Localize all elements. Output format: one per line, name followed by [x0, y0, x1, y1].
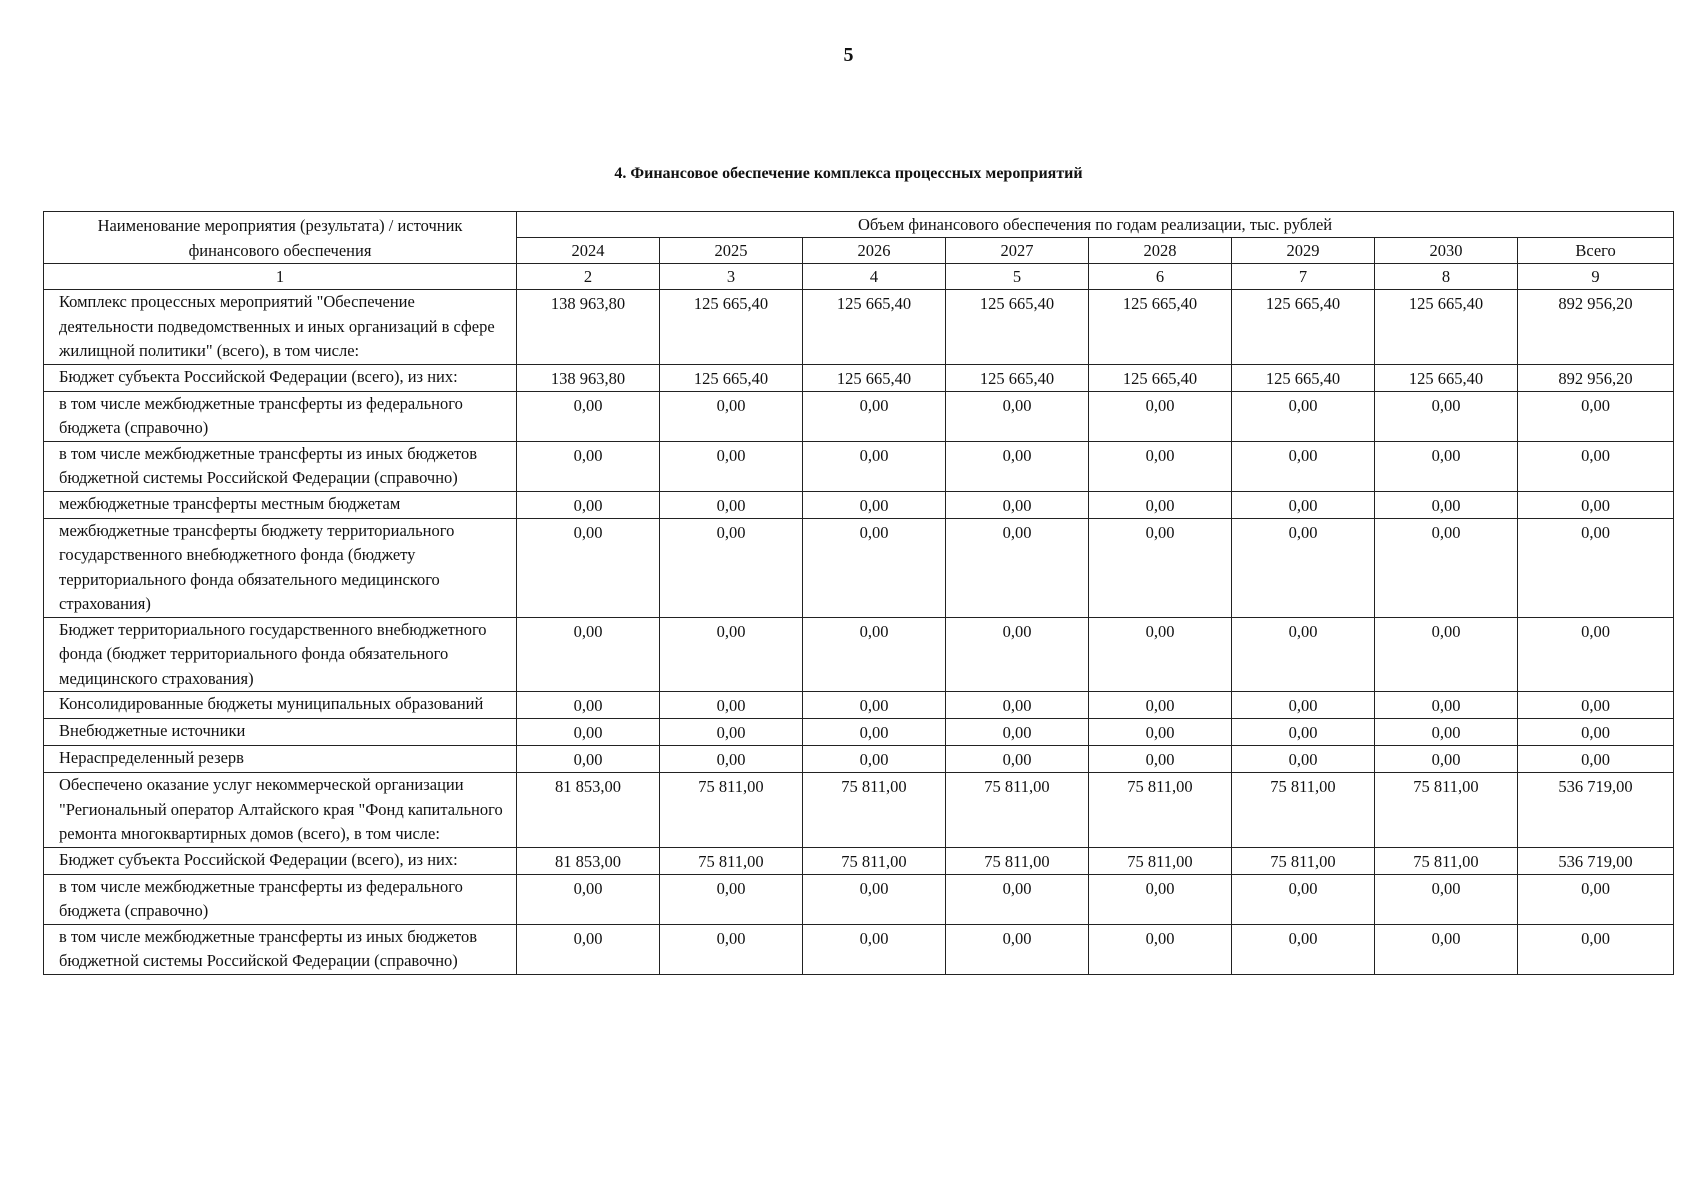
row-value-cell: 0,00: [803, 924, 946, 974]
row-value-cell: 0,00: [1232, 874, 1375, 924]
row-value-cell: 0,00: [946, 719, 1089, 746]
row-value-cell: 0,00: [1232, 746, 1375, 773]
column-number: 7: [1232, 264, 1375, 290]
row-value-cell: 75 811,00: [1089, 773, 1232, 848]
row-total-cell: 0,00: [1518, 874, 1674, 924]
row-value-cell: 0,00: [660, 874, 803, 924]
row-value-cell: 0,00: [1232, 491, 1375, 518]
row-value-cell: 0,00: [803, 441, 946, 491]
row-value-cell: 125 665,40: [803, 290, 946, 365]
row-total-cell: 0,00: [1518, 617, 1674, 692]
year-header: 2024: [517, 238, 660, 264]
row-value-cell: 0,00: [1232, 719, 1375, 746]
row-value-cell: 81 853,00: [517, 773, 660, 848]
row-value-cell: 0,00: [1089, 441, 1232, 491]
row-value-cell: 0,00: [1089, 719, 1232, 746]
row-value-cell: 125 665,40: [1232, 290, 1375, 365]
row-total-cell: 536 719,00: [1518, 847, 1674, 874]
table-row: [44, 692, 1674, 719]
row-total-cell: 0,00: [1518, 518, 1674, 617]
row-value-cell: 0,00: [946, 391, 1089, 441]
table-row: [44, 441, 1674, 491]
row-value-cell: 75 811,00: [1375, 847, 1518, 874]
row-value-cell: 125 665,40: [803, 364, 946, 391]
row-value-cell: 0,00: [1232, 518, 1375, 617]
row-value-cell: 0,00: [1232, 692, 1375, 719]
row-name-cell: в том числе межбюджетные трансферты из федерального бюджета (справочно): [44, 874, 517, 924]
total-header: Всего: [1518, 238, 1674, 264]
row-name-cell: Обеспечено оказание услуг некоммерческой организации "Региональный оператор Алтайского края "Фонд капитального ремонта многоквартирных домов (всего), в том числе:: [44, 773, 517, 848]
header-row-top: [44, 212, 1674, 238]
row-value-cell: 0,00: [1089, 518, 1232, 617]
row-value-cell: 75 811,00: [1232, 773, 1375, 848]
row-value-cell: 0,00: [517, 719, 660, 746]
row-value-cell: 0,00: [1232, 391, 1375, 441]
row-value-cell: 0,00: [660, 692, 803, 719]
column-number-row: [44, 264, 1674, 290]
row-value-cell: 0,00: [946, 924, 1089, 974]
year-header: 2026: [803, 238, 946, 264]
row-value-cell: 0,00: [946, 491, 1089, 518]
row-value-cell: 0,00: [1375, 491, 1518, 518]
row-value-cell: 0,00: [803, 391, 946, 441]
year-header: 2027: [946, 238, 1089, 264]
row-value-cell: 0,00: [1089, 391, 1232, 441]
row-value-cell: 0,00: [1232, 617, 1375, 692]
row-value-cell: 0,00: [1089, 924, 1232, 974]
row-value-cell: 75 811,00: [1375, 773, 1518, 848]
name-column-header: Наименование мероприятия (результата) / источник финансового обеспечения: [44, 212, 517, 264]
row-value-cell: 0,00: [803, 491, 946, 518]
row-value-cell: 0,00: [803, 874, 946, 924]
row-value-cell: 0,00: [517, 391, 660, 441]
table-row: [44, 617, 1674, 692]
table-row: [44, 391, 1674, 441]
row-name-cell: Комплекс процессных мероприятий "Обеспечение деятельности подведомственных и иных организаций в сфере жилищной политики" (всего), в том числе:: [44, 290, 517, 365]
row-value-cell: 0,00: [1232, 924, 1375, 974]
row-value-cell: 0,00: [1375, 746, 1518, 773]
table-row: [44, 874, 1674, 924]
row-value-cell: 125 665,40: [1089, 290, 1232, 365]
row-total-cell: 0,00: [1518, 719, 1674, 746]
table-body: [44, 290, 1674, 975]
row-value-cell: 0,00: [803, 617, 946, 692]
row-value-cell: 0,00: [1375, 617, 1518, 692]
section-title: 4. Финансовое обеспечение комплекса процессных мероприятий: [614, 165, 1083, 182]
row-value-cell: 0,00: [946, 518, 1089, 617]
row-value-cell: 0,00: [1089, 692, 1232, 719]
row-value-cell: 0,00: [660, 491, 803, 518]
row-value-cell: 0,00: [660, 518, 803, 617]
row-value-cell: 0,00: [1375, 874, 1518, 924]
row-value-cell: 0,00: [660, 441, 803, 491]
row-total-cell: 0,00: [1518, 692, 1674, 719]
row-value-cell: 0,00: [517, 441, 660, 491]
row-total-cell: 0,00: [1518, 924, 1674, 974]
table-row: [44, 290, 1674, 365]
row-name-cell: Нераспределенный резерв: [44, 746, 517, 773]
row-name-cell: в том числе межбюджетные трансферты из иных бюджетов бюджетной системы Российской Федерации (справочно): [44, 924, 517, 974]
page-number: 5: [843, 44, 854, 66]
row-value-cell: 125 665,40: [1375, 364, 1518, 391]
row-name-cell: межбюджетные трансферты бюджету территориального государственного внебюджетного фонда (бюджету территориального фонда обязательного медицинского страхования): [44, 518, 517, 617]
row-value-cell: 0,00: [517, 617, 660, 692]
row-value-cell: 81 853,00: [517, 847, 660, 874]
row-total-cell: 0,00: [1518, 746, 1674, 773]
year-header: 2028: [1089, 238, 1232, 264]
row-value-cell: 0,00: [1375, 924, 1518, 974]
row-value-cell: 0,00: [517, 746, 660, 773]
row-total-cell: 0,00: [1518, 441, 1674, 491]
row-name-cell: Внебюджетные источники: [44, 719, 517, 746]
column-number: 9: [1518, 264, 1674, 290]
table-row: [44, 746, 1674, 773]
year-header: 2030: [1375, 238, 1518, 264]
row-value-cell: 75 811,00: [1089, 847, 1232, 874]
row-name-cell: Бюджет субъекта Российской Федерации (всего), из них:: [44, 847, 517, 874]
row-value-cell: 0,00: [946, 874, 1089, 924]
row-total-cell: 0,00: [1518, 491, 1674, 518]
year-header: 2025: [660, 238, 803, 264]
year-header: 2029: [1232, 238, 1375, 264]
row-value-cell: 0,00: [946, 441, 1089, 491]
row-total-cell: 536 719,00: [1518, 773, 1674, 848]
row-value-cell: 75 811,00: [660, 847, 803, 874]
volume-column-header: Объем финансового обеспечения по годам реализации, тыс. рублей: [517, 212, 1674, 238]
row-value-cell: 0,00: [660, 617, 803, 692]
row-value-cell: 0,00: [517, 924, 660, 974]
column-number: 8: [1375, 264, 1518, 290]
row-value-cell: 0,00: [517, 874, 660, 924]
row-value-cell: 0,00: [1089, 491, 1232, 518]
column-number: 1: [44, 264, 517, 290]
row-value-cell: 0,00: [1375, 719, 1518, 746]
row-value-cell: 125 665,40: [1375, 290, 1518, 365]
table-row: [44, 773, 1674, 848]
row-value-cell: 75 811,00: [946, 847, 1089, 874]
row-value-cell: 125 665,40: [946, 364, 1089, 391]
row-value-cell: 0,00: [1089, 746, 1232, 773]
row-value-cell: 0,00: [660, 746, 803, 773]
row-value-cell: 0,00: [1232, 441, 1375, 491]
row-value-cell: 0,00: [1089, 617, 1232, 692]
row-value-cell: 0,00: [517, 491, 660, 518]
table-header: [44, 212, 1674, 290]
row-value-cell: 0,00: [803, 746, 946, 773]
row-total-cell: 0,00: [1518, 391, 1674, 441]
row-value-cell: 125 665,40: [1089, 364, 1232, 391]
column-number: 6: [1089, 264, 1232, 290]
row-value-cell: 75 811,00: [1232, 847, 1375, 874]
row-value-cell: 138 963,80: [517, 290, 660, 365]
row-total-cell: 892 956,20: [1518, 290, 1674, 365]
row-name-cell: межбюджетные трансферты местным бюджетам: [44, 491, 517, 518]
row-value-cell: 75 811,00: [946, 773, 1089, 848]
row-value-cell: 0,00: [803, 719, 946, 746]
table-row: [44, 518, 1674, 617]
row-value-cell: 125 665,40: [1232, 364, 1375, 391]
row-value-cell: 0,00: [946, 746, 1089, 773]
row-value-cell: 75 811,00: [803, 773, 946, 848]
row-value-cell: 0,00: [517, 692, 660, 719]
row-value-cell: 75 811,00: [803, 847, 946, 874]
column-number: 5: [946, 264, 1089, 290]
row-value-cell: 75 811,00: [660, 773, 803, 848]
row-value-cell: 125 665,40: [946, 290, 1089, 365]
row-total-cell: 892 956,20: [1518, 364, 1674, 391]
row-value-cell: 0,00: [1375, 518, 1518, 617]
row-value-cell: 0,00: [1375, 441, 1518, 491]
row-value-cell: 0,00: [1375, 391, 1518, 441]
row-value-cell: 0,00: [660, 391, 803, 441]
row-value-cell: 138 963,80: [517, 364, 660, 391]
row-value-cell: 0,00: [660, 719, 803, 746]
row-value-cell: 0,00: [1375, 692, 1518, 719]
table-row: [44, 491, 1674, 518]
table-row: [44, 719, 1674, 746]
row-value-cell: 0,00: [946, 617, 1089, 692]
row-name-cell: Консолидированные бюджеты муниципальных образований: [44, 692, 517, 719]
row-name-cell: в том числе межбюджетные трансферты из федерального бюджета (справочно): [44, 391, 517, 441]
financing-table: [43, 211, 1674, 975]
table-row: [44, 924, 1674, 974]
table-row: [44, 364, 1674, 391]
row-name-cell: Бюджет территориального государственного внебюджетного фонда (бюджет территориального фонда обязательного медицинского страхования): [44, 617, 517, 692]
table-row: [44, 847, 1674, 874]
row-value-cell: 125 665,40: [660, 364, 803, 391]
row-value-cell: 0,00: [946, 692, 1089, 719]
column-number: 3: [660, 264, 803, 290]
column-number: 4: [803, 264, 946, 290]
row-value-cell: 0,00: [803, 692, 946, 719]
row-name-cell: Бюджет субъекта Российской Федерации (всего), из них:: [44, 364, 517, 391]
row-value-cell: 0,00: [660, 924, 803, 974]
row-name-cell: в том числе межбюджетные трансферты из иных бюджетов бюджетной системы Российской Федерации (справочно): [44, 441, 517, 491]
row-value-cell: 0,00: [803, 518, 946, 617]
row-value-cell: 0,00: [517, 518, 660, 617]
column-number: 2: [517, 264, 660, 290]
row-value-cell: 125 665,40: [660, 290, 803, 365]
row-value-cell: 0,00: [1089, 874, 1232, 924]
